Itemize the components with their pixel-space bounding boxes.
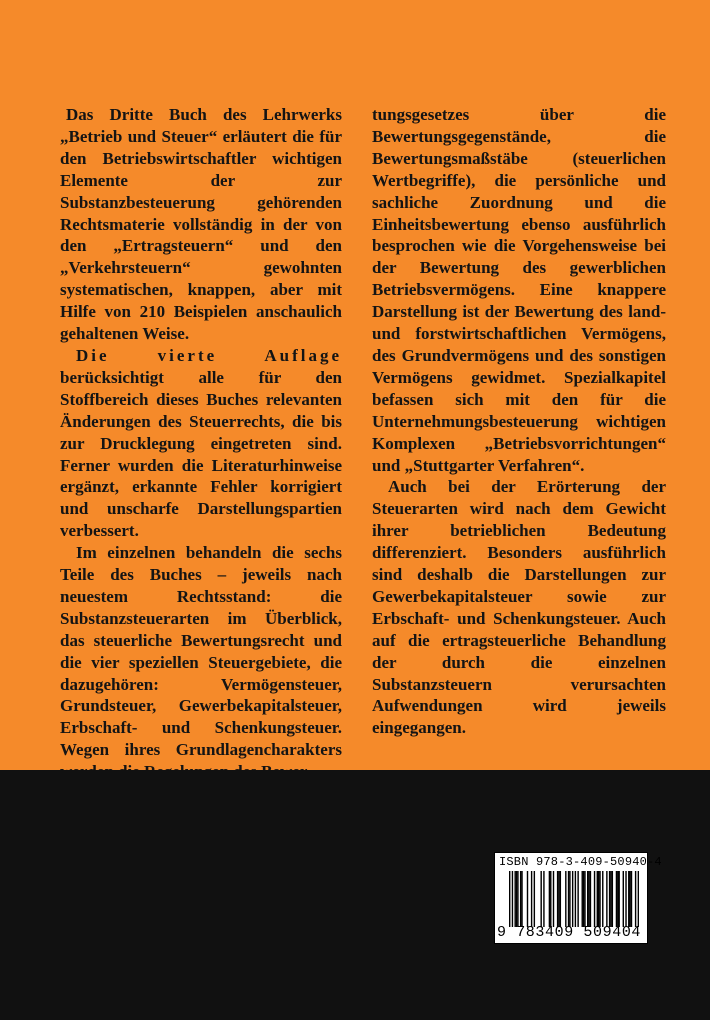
- barcode-bar: [514, 871, 515, 927]
- barcode-bar: [509, 871, 510, 927]
- barcode-bar: [623, 871, 624, 927]
- barcode-bar: [521, 871, 522, 927]
- barcode-bar: [517, 871, 518, 927]
- barcode-bar: [583, 871, 584, 927]
- paragraph-tax-types: Auch bei der Erörterung der Steuerarten wird nach dem Gewicht ihrer betrieblichen Bedeutung differenziert. Besonders ausführlich sind deshalb die Darstellungen zur Gewerbekapitalsteuer sowie zur Erbschaft- und Schenkungsteuer. Auch auf die ertragsteuerliche Behandlung der durch die einzelnen Substanzsteuern verursachten Aufwendungen wird jeweils eingegangen.: [372, 477, 666, 738]
- barcode-bar: [527, 871, 528, 927]
- barcode-bar: [606, 871, 607, 927]
- right-text-column: [372, 104, 666, 739]
- barcode-bar: [582, 871, 583, 927]
- barcode-bar: [516, 871, 517, 927]
- barcode-bar: [635, 871, 636, 927]
- barcode-bar: [558, 871, 559, 927]
- barcode-bar: [540, 871, 541, 927]
- barcode-bar: [534, 871, 535, 927]
- barcode-bar: [616, 871, 617, 927]
- barcode-bar: [588, 871, 589, 927]
- barcode-bar: [557, 871, 558, 927]
- barcode-bar: [628, 871, 629, 927]
- barcode-bar: [590, 871, 591, 927]
- barcode-bar: [549, 871, 550, 927]
- paragraph-fourth-edition: [60, 345, 342, 542]
- barcode-bar: [512, 871, 513, 927]
- paragraph-intro: Das Dritte Buch des Lehrwerks „Betrieb und Steuer“ erläutert die für den Betriebswirtschaftler wichtigen Elemente der zur Substanzbesteuerung gehörenden Rechtsmaterie vollständig in der von den „Ertragsteuern“ und den „Verkehrsteuern“ gewohnten systematischen, knappen, aber mit Hilfe von 210 Beispielen anschaulich gehaltenen Weise.: [60, 105, 342, 344]
- barcode-bar: [565, 871, 566, 927]
- barcode-bar: [584, 871, 585, 927]
- barcode-bar: [587, 871, 588, 927]
- barcode-bar: [572, 871, 573, 927]
- barcode-bar: [594, 871, 595, 927]
- barcode-bar: [617, 871, 618, 927]
- barcode-bar: [610, 871, 611, 927]
- barcode-bar: [599, 871, 600, 927]
- barcode-bar: [568, 871, 569, 927]
- barcode-bar: [575, 871, 576, 927]
- isbn-barcode: [494, 852, 662, 944]
- left-text-column: [60, 104, 342, 783]
- paragraph-contents: Im einzelnen behandeln die sechs Teile des Buches – jeweils nach neuestem Rechtsstand: die Substanzsteuerarten im Überblick, das steuerliche Bewertungsrecht und die vier speziellen Steuergebiete, die dazugehören: Vermögensteuer, Grundsteuer, Gewerbekapitalsteuer, Erbschaft- und Schenkungsteuer. Wegen ihres Grundlagencharakters: [60, 543, 342, 760]
- barcode-bar: [597, 871, 598, 927]
- barcode-bar: [577, 871, 578, 927]
- barcode-bar: [520, 871, 521, 927]
- barcode-bar: [553, 871, 554, 927]
- barcode-bar: [638, 871, 639, 927]
- barcode-bar: [550, 871, 551, 927]
- edition-text: berücksichtigt alle für den Stoffbereich dieses Buches relevanten Änderungen des Steuerrechts, die bis zur Drucklegung eingetreten sind. Ferner wurden die Literaturhinweise ergänzt, erkannte Fehler korrigiert und unscharfe Darstellungspartien verbessert.: [60, 367, 342, 541]
- barcode-bars: [509, 871, 639, 927]
- barcode-bar: [612, 871, 613, 927]
- barcode-bar: [531, 871, 532, 927]
- ean-digits: 9 783409 509404: [497, 924, 642, 941]
- barcode-bar: [625, 871, 626, 927]
- edition-emphasis: Die vierte Auflage: [76, 345, 342, 365]
- barcode-bar: [598, 871, 599, 927]
- barcode-bar: [543, 871, 544, 927]
- barcode-bar: [609, 871, 610, 927]
- barcode-bar: [629, 871, 630, 927]
- paragraph-valuation: tungsgesetzes über die Bewertungsgegenstände, die Bewertungsmaßstäbe (steuerlichen Wertbegriffe), die persönliche und sachliche Zuordnung und die Einheitsbewertung ebenso ausführlich besprochen wie die Vorgehensweise bei der Bewertung des gewerblichen Betriebsvermögens. Eine knappere Darstellung ist der Bewertung des land- und forstwirtschaftlichen Vermögens, des Grundvermögens und des sonstigen Vermögens gewidmet. Spezialkapitel befassen sich mit den für die Unternehmungsbesteuerung wichtigen Komplexen „Betriebsvorrichtungen“ und „Stuttgarter Verfahren“.: [372, 105, 666, 475]
- barcode-bar: [631, 871, 632, 927]
- barcode-bar: [569, 871, 570, 927]
- barcode-bar: [560, 871, 561, 927]
- barcode-bar: [602, 871, 603, 927]
- barcode-bar: [618, 871, 619, 927]
- isbn-label: ISBN 978-3-409-50940-4: [499, 855, 662, 869]
